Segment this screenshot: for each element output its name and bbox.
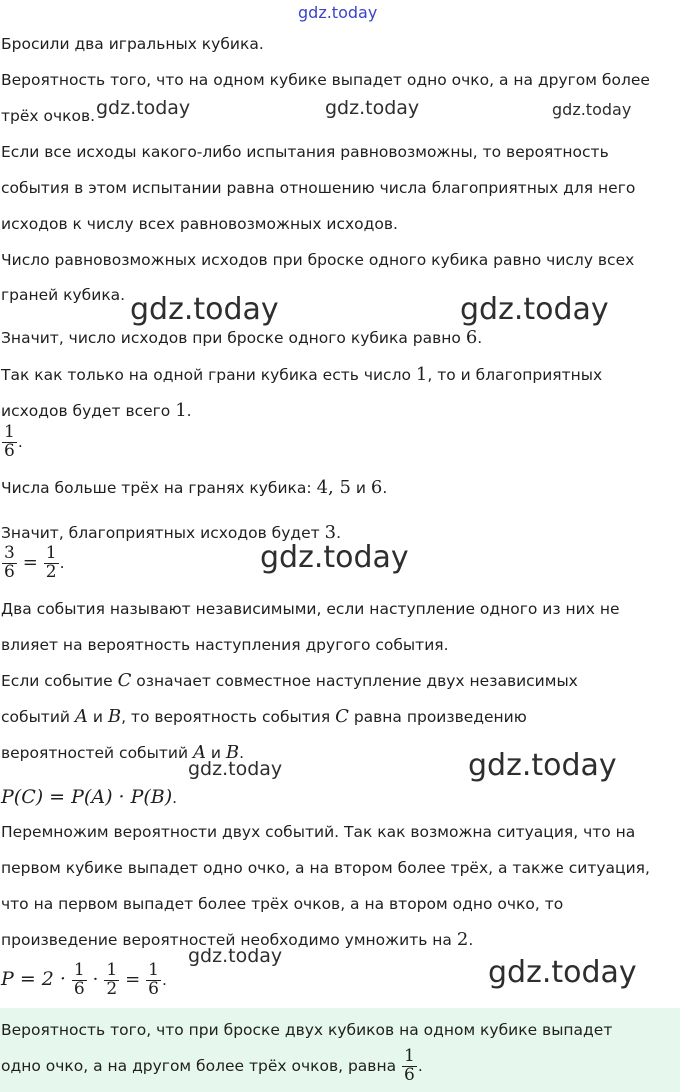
fraction: $\frac{1}{6}$ <box>4 422 15 461</box>
fraction: $\frac{1}{2}$ <box>45 543 57 582</box>
fraction: $\frac{1}{2}$ <box>106 960 118 999</box>
fraction: $\frac{1}{6}$ <box>404 1046 415 1085</box>
fraction: $\frac{3}{6}$ <box>4 543 15 582</box>
solution-line: граней кубика. <box>1 286 126 304</box>
definition-line: исходов к числу всех равновозможных исходов. <box>1 215 398 233</box>
result-formula: P = 2 · $\frac{1}{6}$ · $\frac{1}{2}$ = $\frac{1}{6}$ . <box>1 960 167 999</box>
definition-line: события в этом испытании равна отношению числа благоприятных для него <box>1 179 636 197</box>
task-line: Вероятность того, что на одном кубике выпадет одно очко, а на другом более <box>1 71 650 89</box>
fraction: $\frac{1}{6}$ <box>148 960 159 999</box>
answer-line: Вероятность того, что при броске двух кубиков на одном кубике выпадет <box>1 1021 613 1039</box>
watermark: gdz.today <box>468 748 617 783</box>
solution-line: Число равновозможных исходов при броске одного кубика равно числу всех <box>1 251 635 269</box>
watermark: gdz.today <box>130 292 279 327</box>
watermark: gdz.today <box>260 540 409 575</box>
answer-line: одно очко, а на другом более трёх очков, равна $\frac{1}{6}$ . <box>1 1046 423 1085</box>
watermark: gdz.today <box>460 292 609 327</box>
formula: P(C) = P(A) · P(B). <box>1 786 178 808</box>
solution-line: Значит, благоприятных исходов будет 3. <box>1 522 341 543</box>
task-line: трёх очков. <box>1 107 96 125</box>
fraction-line: $\frac{1}{6}$ . <box>4 422 23 461</box>
solution-line: исходов будет всего 1. <box>1 400 192 421</box>
independence-line: Если событие C означает совместное наступление двух независимых <box>1 670 578 691</box>
independence-line: влияет на вероятность наступления другого события. <box>1 636 449 654</box>
watermark: gdz.today <box>298 3 378 22</box>
solution-line: Числа больше трёх на гранях кубика: 4, 5 и 6. <box>1 477 388 498</box>
independence-line: вероятностей событий A и B. <box>1 742 245 763</box>
fraction: $\frac{1}{6}$ <box>73 960 85 999</box>
watermark: gdz.today <box>488 955 637 990</box>
task-line: Бросили два игральных кубика. <box>1 35 264 53</box>
definition-line: Если все исходы какого-либо испытания равновозможны, то вероятность <box>1 143 609 161</box>
watermark: gdz.today <box>96 97 191 119</box>
multiply-line: что на первом выпадет более трёх очков, а на втором одно очко, то <box>1 895 564 913</box>
multiply-line: Перемножим вероятности двух событий. Так как возможна ситуация, что на <box>1 823 636 841</box>
watermark: gdz.today <box>188 758 283 780</box>
solution-line: Так как только на одной грани кубика есть число 1, то и благоприятных <box>1 364 603 385</box>
independence-line: Два события называют независимыми, если наступление одного из них не <box>1 600 620 618</box>
multiply-line: первом кубике выпадет одно очко, а на втором более трёх, а также ситуация, <box>1 859 650 877</box>
independence-line: событий A и B, то вероятность события C равна произведению <box>1 706 527 727</box>
solution-line: Значит, число исходов при броске одного кубика равно 6. <box>1 327 483 348</box>
watermark: gdz.today <box>325 97 420 119</box>
multiply-line: произведение вероятностей необходимо умножить на 2. <box>1 929 474 950</box>
watermark: gdz.today <box>188 945 283 967</box>
watermark: gdz.today <box>552 100 632 119</box>
fraction-line: $\frac{3}{6}$ = $\frac{1}{2}$ . <box>4 543 65 582</box>
